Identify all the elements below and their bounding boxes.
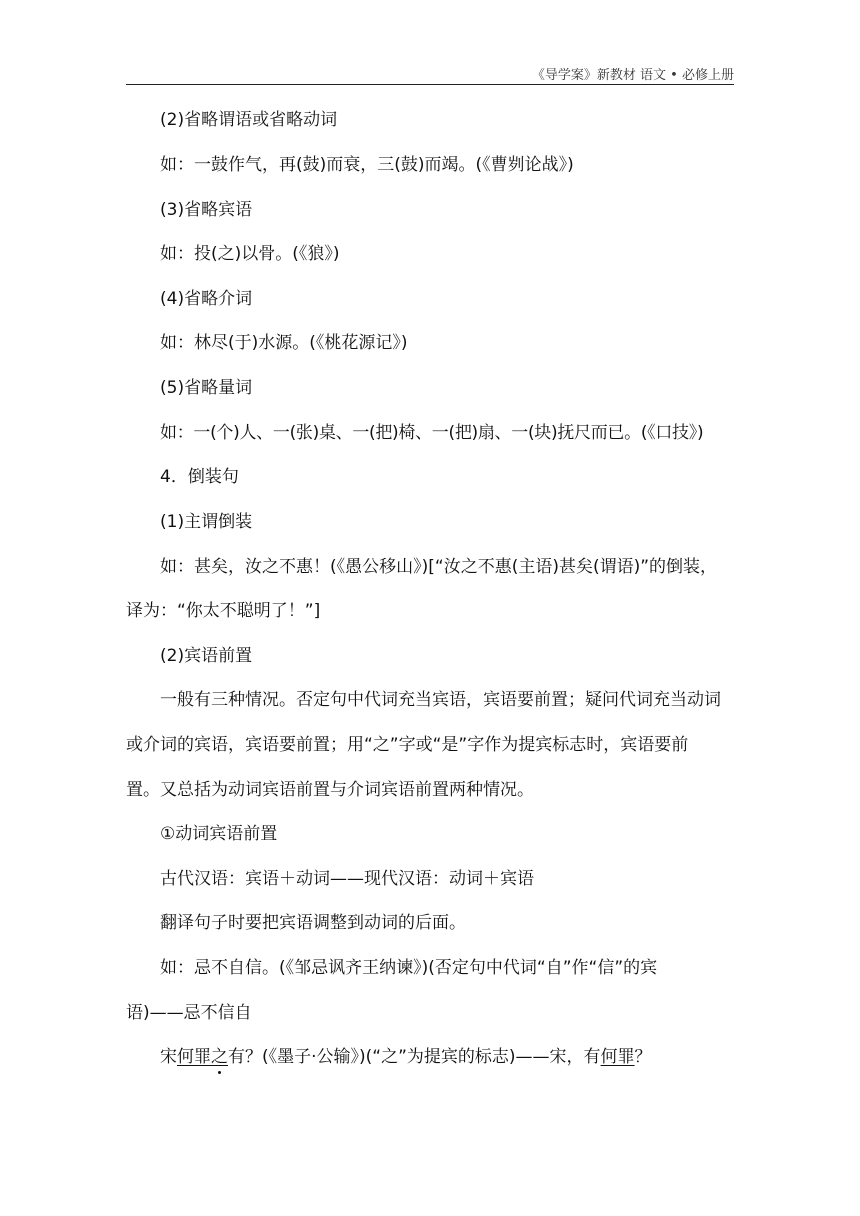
text-line: 译为：“你太不聪明了！”] (126, 601, 321, 621)
text-line: 古代汉语：宾语＋动词——现代汉语：动词＋宾语 (160, 869, 534, 889)
text-line: (3)省略宾语 (160, 200, 253, 220)
text-fragment: ？ (634, 1047, 652, 1067)
text-line: 或介词的宾语，宾语要前置；用“之”字或“是”字作为提宾标志时，宾语要前 (126, 735, 689, 755)
text-fragment: 宋 (160, 1047, 177, 1067)
text-line: ①动词宾语前置 (160, 824, 278, 844)
text-line: 如：甚矣，汝之不惠！(《愚公移山》)[“汝之不惠(主语)甚矣(谓语)”的倒装， (160, 557, 718, 577)
text-line: (2)宾语前置 (160, 646, 253, 666)
text-line: 语)——忌不信自 (126, 1003, 252, 1023)
text-line: 翻译句子时要把宾语调整到动词的后面。 (160, 913, 466, 933)
text-fragment: 有 (228, 1047, 245, 1067)
text-line: (5)省略量词 (160, 378, 253, 398)
text-line: (4)省略介词 (160, 289, 253, 309)
text-line: 一般有三种情况。否定句中代词充当宾语，宾语要前置；疑问代词充当动词 (160, 690, 721, 710)
text-line-example (126, 1045, 780, 1069)
section-heading: 4．倒装句 (160, 467, 239, 487)
text-line: 如：投(之)以骨。(《狼》) (160, 244, 340, 264)
text-line: 如：一鼓作气，再(鼓)而衰，三(鼓)而竭。(《曹刿论战》) (160, 155, 574, 175)
page-header (126, 60, 734, 85)
text-line: 如：忌不自信。(《邹忌讽齐王纳谏》)(否定句中代词“自”作“信”的宾 (160, 958, 658, 978)
underlined-text: 何罪 (600, 1047, 635, 1067)
underlined-text: 何罪 (177, 1047, 211, 1067)
header-title: 《导学案》新教材 语文 • 必修上册 (531, 68, 734, 83)
text-line: (2)省略谓语或省略动词 (160, 110, 338, 130)
text-line: 置。又总括为动词宾语前置与介词宾语前置两种情况。 (126, 780, 534, 800)
text-line: (1)主谓倒装 (160, 512, 253, 532)
text-fragment: ？(《墨子·公输》)(“之”为提宾的标志)——宋，有 (245, 1047, 601, 1067)
text-line: 如：林尽(于)水源。(《桃花源记》) (160, 333, 408, 353)
text-line: 如：一(个)人、一(张)桌、一(把)椅、一(把)扇、一(块)抚尺而已。(《口技》) (160, 423, 704, 443)
emphasis-dot-text: 之 (211, 1047, 228, 1067)
